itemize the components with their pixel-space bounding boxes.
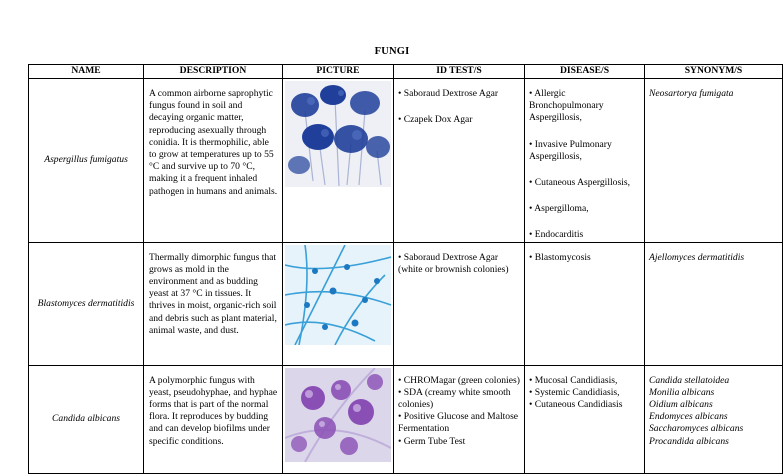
synonym-item: Oidium albicans xyxy=(649,399,713,411)
disease-item: • Mucosal Candidiasis, xyxy=(529,374,618,386)
table-row xyxy=(29,365,783,473)
aspergillus-micrograph-image xyxy=(285,81,391,187)
table-row xyxy=(29,242,783,365)
picture-cell xyxy=(283,365,394,473)
synonym-item: Neosartorya fumigata xyxy=(649,88,734,99)
disease-item: • Blastomycosis xyxy=(529,251,591,263)
header-id-tests: ID TEST/S xyxy=(394,65,525,79)
synonym-item: Ajellomyces dermatitidis xyxy=(649,251,745,263)
synonyms-cell xyxy=(645,242,783,365)
synonym-item: Endomyces albicans xyxy=(649,411,728,423)
header-picture: PICTURE xyxy=(283,65,394,79)
disease-item: • Aspergilloma, xyxy=(529,203,589,215)
id-tests-cell xyxy=(394,79,525,243)
diseases-cell xyxy=(525,365,645,473)
test-item: • Czapek Dox Agar xyxy=(398,114,473,126)
organism-name: Blastomyces dermatitidis xyxy=(29,242,144,365)
organism-description: A polymorphic fungus with yeast, pseudohyphae, and hyphae forms that is part of the normal flora. It reproduces by budding and can develop biofilms under specific conditions. xyxy=(144,365,283,473)
picture-cell xyxy=(283,79,394,243)
diseases-cell xyxy=(525,242,645,365)
test-item: • Germ Tube Test xyxy=(398,435,466,447)
test-item: • Saboraud Dextrose Agar xyxy=(398,88,499,99)
candida-micrograph-image xyxy=(285,368,391,462)
disease-item: • Systemic Candidiasis, xyxy=(529,386,620,398)
synonyms-cell xyxy=(645,365,783,473)
header-row xyxy=(29,65,783,79)
disease-item: • Allergic Bronchopulmonary Aspergillosis, xyxy=(529,88,604,124)
header-diseases: DISEASE/S xyxy=(525,65,645,79)
test-item: • SDA (creamy white smooth colonies) xyxy=(398,386,511,411)
disease-item: • Cutaneous Candidiasis xyxy=(529,399,623,411)
id-tests-cell xyxy=(394,365,525,473)
diseases-cell xyxy=(525,79,645,243)
synonym-item: Procandida albicans xyxy=(649,435,729,447)
synonym-item: Monilia albicans xyxy=(649,386,715,398)
synonym-item: Candida stellatoidea xyxy=(649,374,730,386)
test-item: • Saboraud Dextrose Agar (white or brownish colonies) xyxy=(398,251,509,275)
test-item: • CHROMagar (green colonies) xyxy=(398,374,520,386)
blastomyces-micrograph-image xyxy=(285,245,391,351)
id-tests-cell xyxy=(394,242,525,365)
document-title: FUNGI xyxy=(374,46,410,57)
organism-description: Thermally dimorphic fungus that grows as mold in the environment and as budding yeast at 37 °C in tissues. It thrives in moist, organic-rich soil and debris such as plant material, animal waste, and dust. xyxy=(144,242,283,365)
synonym-item: Saccharomyces albicans xyxy=(649,423,744,435)
disease-item: • Endocarditis xyxy=(529,229,584,241)
disease-item: • Cutaneous Aspergillosis, xyxy=(529,177,630,189)
picture-cell xyxy=(283,242,394,365)
header-description: DESCRIPTION xyxy=(144,65,283,79)
header-name: NAME xyxy=(29,65,144,79)
fungi-table xyxy=(28,64,783,474)
organism-name: Aspergillus fumigatus xyxy=(29,79,144,243)
header-synonyms: SYNONYM/S xyxy=(645,65,783,79)
table-row xyxy=(29,79,783,243)
organism-name: Candida albicans xyxy=(29,365,144,473)
organism-description: A common airborne saprophytic fungus found in soil and decaying organic matter, reproducing asexually through conidia. It is thermophilic, able to grow at temperatures up to 55 °C and survive up to 70 °C, making it a frequent inhaled pathogen in humans and animals. xyxy=(144,79,283,243)
test-item: • Positive Glucose and Maltose Fermentation xyxy=(398,411,519,435)
synonyms-cell xyxy=(645,79,783,243)
disease-item: • Invasive Pulmonary Aspergillosis, xyxy=(529,138,612,162)
